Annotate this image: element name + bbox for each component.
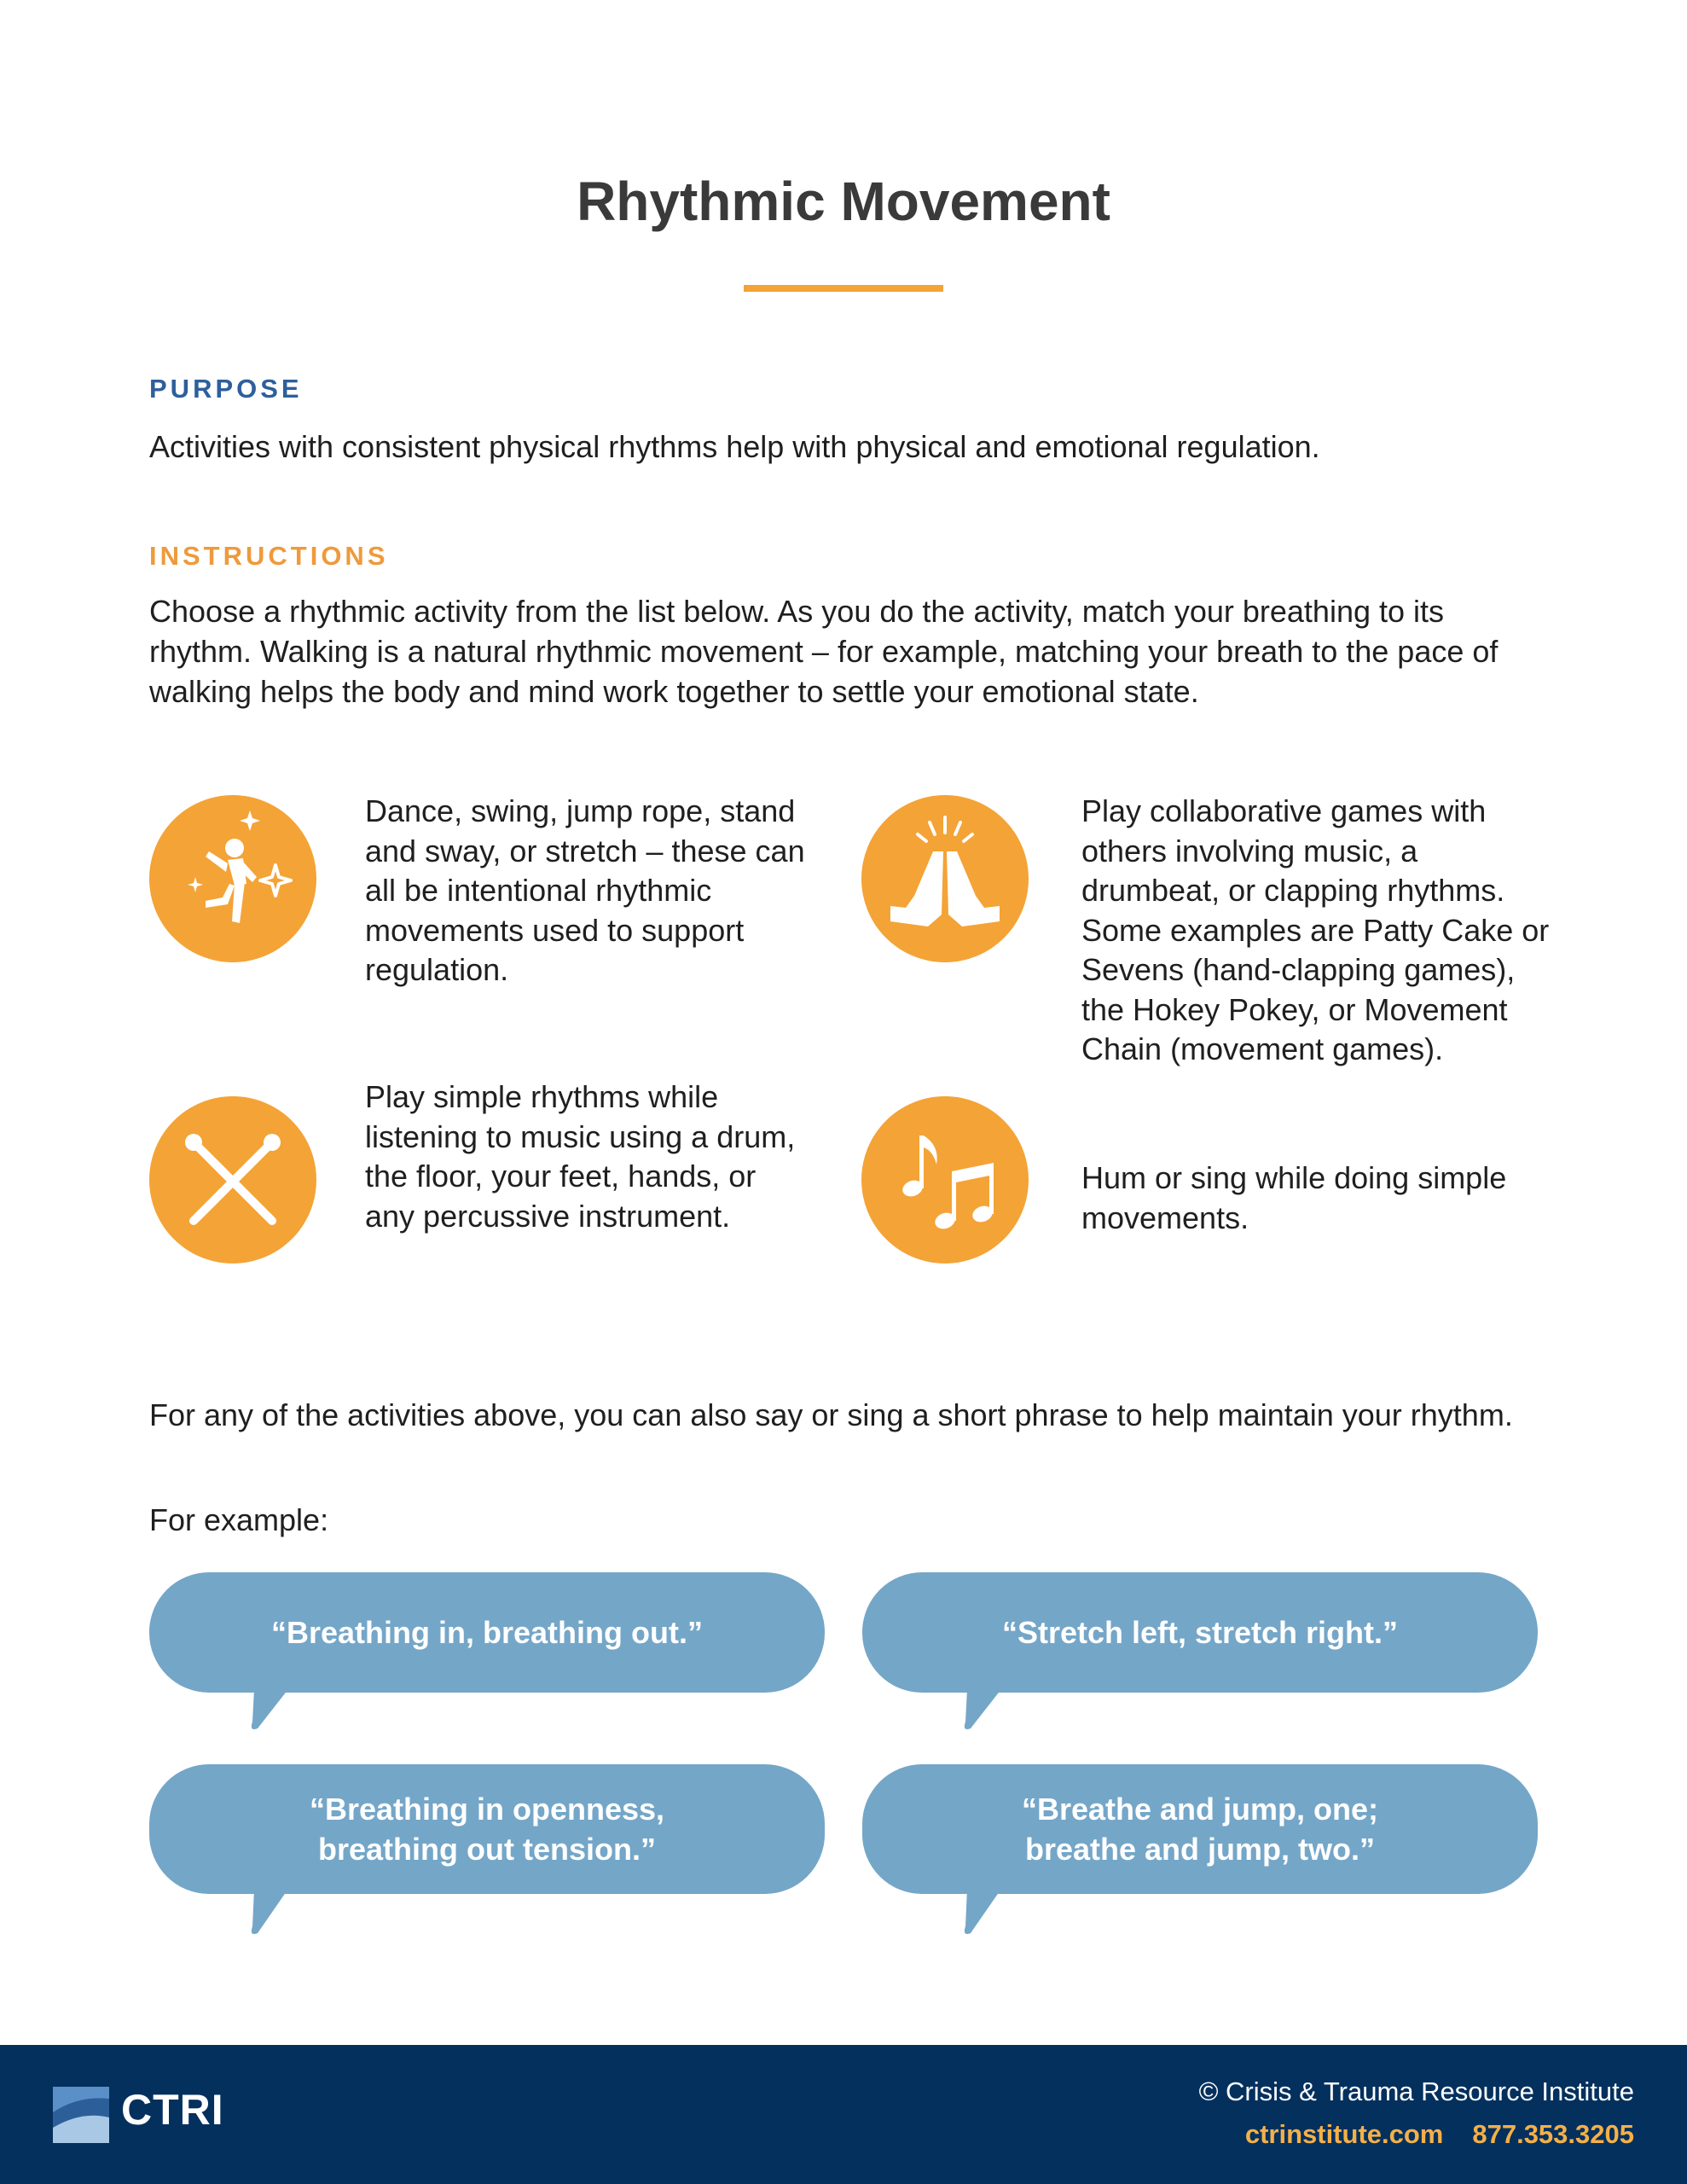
page-title: Rhythmic Movement	[577, 171, 1110, 232]
logo-text: CTRI	[121, 2086, 224, 2134]
instructions-text: Choose a rhythmic activity from the list below. As you do the activity, match your breathing to its rhythm. Walking is a natural rhythmic movement – for example, matching your breath to the pace of walking helps the body and mind work together to settle your emotional state.	[149, 594, 1499, 709]
website-link[interactable]: ctrinstitute.com	[1244, 2119, 1444, 2149]
speech-bubble	[149, 1572, 825, 1693]
speech-bubble	[149, 1764, 825, 1894]
instructions-heading: INSTRUCTIONS	[149, 541, 389, 571]
clapping-hands-icon	[861, 795, 1029, 962]
speech-bubble-text: “Stretch left, stretch right.”	[1001, 1615, 1399, 1650]
phrase-intro-text: For any of the activities above, you can also say or sing a short phrase to help maintain your rhythm.	[149, 1397, 1513, 1432]
footer	[0, 2045, 1687, 2184]
activity-text-hum: Hum or sing while doing simple movements.	[1081, 1160, 1507, 1235]
title-underline	[744, 285, 943, 292]
purpose-heading: PURPOSE	[149, 374, 303, 404]
copyright-text: © Crisis & Trauma Resource Institute	[1198, 2077, 1634, 2106]
drumsticks-icon	[149, 1096, 316, 1263]
phone-number[interactable]: 877.353.3205	[1472, 2119, 1634, 2149]
purpose-text: Activities with consistent physical rhythms help with physical and emotional regulation.	[149, 429, 1320, 464]
activity-text-drum: Play simple rhythms while listening to music using a drum, the floor, your feet, hands, or any percussive instrument.	[365, 1079, 796, 1234]
speech-bubble-text: “Breathing in, breathing out.”	[271, 1615, 703, 1650]
activity-text-dance: Dance, swing, jump rope, stand and sway, or stretch – these can all be intentional rhythmic movements used to support regulation.	[365, 793, 805, 987]
speech-bubble	[862, 1572, 1538, 1693]
speech-bubble	[862, 1764, 1538, 1894]
music-notes-icon	[861, 1096, 1029, 1263]
activity-text-games: Play collaborative games with others involving music, a drumbeat, or clapping rhythms. Some examples are Patty Cake or Sevens (hand-clapping games), the Hokey Pokey, or Movement Chain (movement games).	[1081, 793, 1550, 1066]
ctri-logo-icon	[53, 2087, 109, 2143]
speech-bubble-tail	[962, 1889, 1005, 1937]
dancing-person-icon	[149, 795, 316, 962]
speech-bubble-text: “Breathing in openness, breathing out tension.”	[309, 1792, 665, 1867]
speech-bubble-tail	[249, 1889, 292, 1937]
contact-info	[1245, 2119, 1634, 2150]
speech-bubble-text: “Breathe and jump, one; breathe and jump, two.”	[1021, 1792, 1379, 1867]
example-label: For example:	[149, 1502, 329, 1537]
speech-bubble-tail	[249, 1689, 292, 1732]
speech-bubble-tail	[962, 1689, 1005, 1732]
